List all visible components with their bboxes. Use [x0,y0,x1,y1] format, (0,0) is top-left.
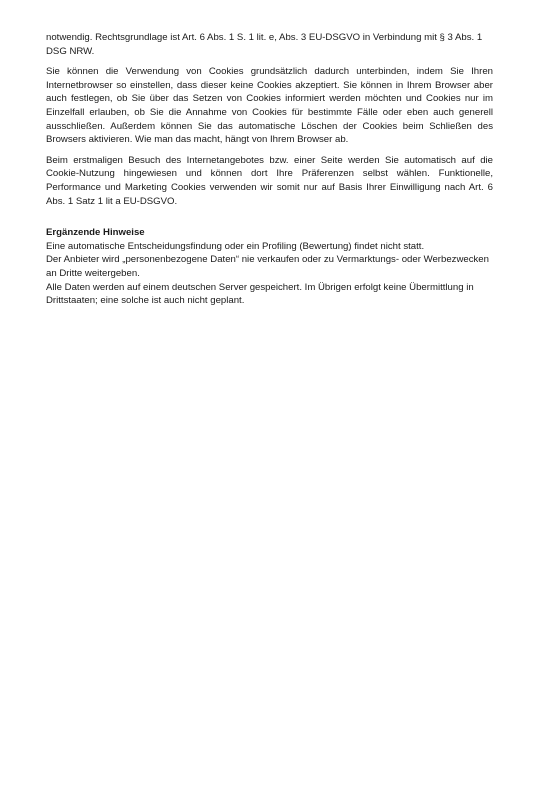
document-body [46,31,493,308]
section-heading: Ergänzende Hinweise [46,227,145,239]
paragraph-legal-basis: notwendig. Rechtsgrundlage ist Art. 6 Abs. 1 S. 1 lit. e, Abs. 3 EU-DSGVO in Verbindung mit § 3 Abs. 1 DSG NRW. [46,32,483,57]
note-line-server-location: Alle Daten werden auf einem deutschen Server gespeichert. Im Übrigen erfolgt keine Übermittlung in Drittstaaten; eine solche ist auch nicht geplant. [46,281,474,307]
section-additional-notes [46,226,493,308]
paragraph-cookie-consent: Beim erstmaligen Besuch des Internetangebotes bzw. einer Seite werden Sie automatisch auf die Cookie-Nutzung hingewiesen und können dort Ihre Präferenzen selbst wählen. Funktionelle, Performance und Marketing Cookies verwenden wir somit nur auf Basis Ihrer Einwilligung nach Art. 6 Abs. 1 Satz 1 lit a EU-DSGVO. [46,154,493,207]
paragraph-cookie-settings: Sie können die Verwendung von Cookies grundsätzlich dadurch unterbinden, indem Sie Ihren Internetbrowser so einstellen, dass dieser keine Cookies akzeptiert. Sie können in Ihrem Browser aber auch festlegen, ob Sie über das Setzen von Cookies informiert werden möchten und Cookies nur im Einzelfall erlauben, ob Sie die Annahme von Cookies für bestimmte Fälle oder eben auch generell ausschließen. Außerdem können Sie das automatische Löschen der Cookies beim Schließen des Browsers aktivieren. Wie man das macht, hängt von Ihrem Browser ab. [46,66,493,146]
note-line-profiling: Eine automatische Entscheidungsfindung oder ein Profiling (Bewertung) findet nicht statt. [46,240,425,252]
note-line-no-sale: Der Anbieter wird „personenbezogene Daten“ nie verkaufen oder zu Vermarktungs- oder Werbezwecken an Dritte weitergeben. [46,254,489,279]
